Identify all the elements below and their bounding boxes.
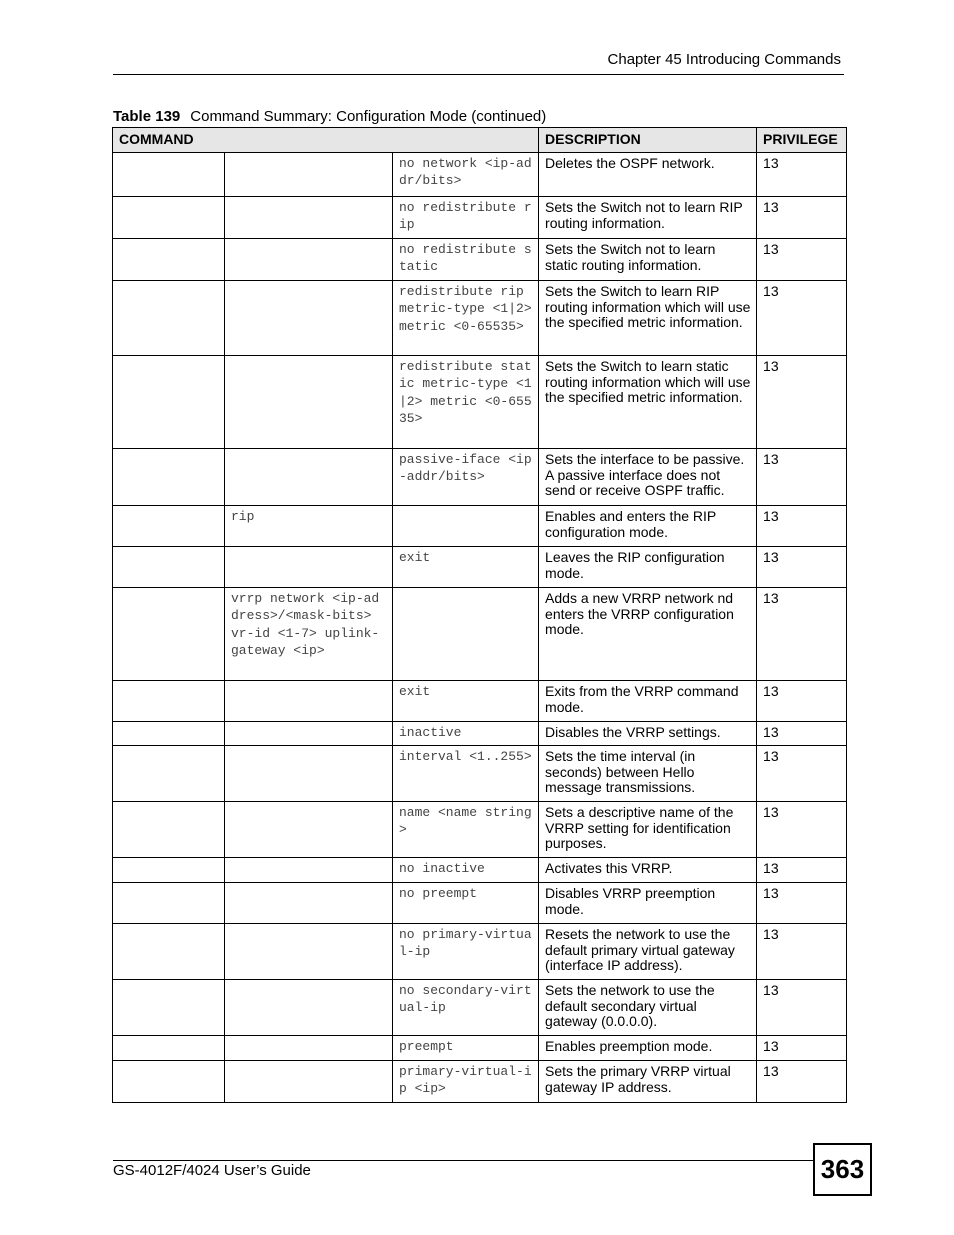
command-level2 xyxy=(225,547,393,588)
table-row xyxy=(113,980,847,1036)
command-level1 xyxy=(113,858,225,883)
command-level1 xyxy=(113,449,225,506)
table-row xyxy=(113,681,847,722)
command-level2 xyxy=(225,722,393,746)
command-level3: interval <1..255> xyxy=(393,746,539,802)
description-cell: Sets the interface to be passive. A passive interface does not send or receive OSPF traffic. xyxy=(539,449,757,506)
description-cell: Adds a new VRRP network nd enters the VRRP configuration mode. xyxy=(539,588,757,681)
command-level3 xyxy=(393,588,539,681)
description-cell: Sets a descriptive name of the VRRP setting for identification purposes. xyxy=(539,802,757,858)
table-row xyxy=(113,197,847,239)
table-row xyxy=(113,746,847,802)
command-level1 xyxy=(113,746,225,802)
command-level1 xyxy=(113,681,225,722)
privilege-cell: 13 xyxy=(757,588,847,681)
command-level1 xyxy=(113,506,225,547)
description-cell: Sets the Switch to learn RIP routing information which will use the specified metric information. xyxy=(539,281,757,356)
command-level1 xyxy=(113,802,225,858)
table-row xyxy=(113,239,847,281)
privilege-cell: 13 xyxy=(757,980,847,1036)
description-cell: Disables the VRRP settings. xyxy=(539,722,757,746)
command-level3: preempt xyxy=(393,1036,539,1061)
command-level2 xyxy=(225,980,393,1036)
privilege-cell: 13 xyxy=(757,356,847,449)
command-level2 xyxy=(225,924,393,980)
command-level2 xyxy=(225,858,393,883)
privilege-cell: 13 xyxy=(757,1036,847,1061)
command-level2 xyxy=(225,356,393,449)
command-level3: exit xyxy=(393,681,539,722)
table-header-row xyxy=(113,128,847,153)
command-level3: no network <ip-addr/bits> xyxy=(393,153,539,197)
command-level1 xyxy=(113,588,225,681)
command-level3: no redistribute rip xyxy=(393,197,539,239)
command-level3: exit xyxy=(393,547,539,588)
privilege-cell: 13 xyxy=(757,547,847,588)
description-cell: Disables VRRP preemption mode. xyxy=(539,883,757,924)
description-cell: Sets the Switch to learn static routing information which will use the specified metric information. xyxy=(539,356,757,449)
footer-rule xyxy=(113,1160,813,1161)
page-number: 363 xyxy=(813,1143,872,1196)
table-row xyxy=(113,1036,847,1061)
chapter-header: Chapter 45 Introducing Commands xyxy=(607,51,841,68)
description-cell: Leaves the RIP configuration mode. xyxy=(539,547,757,588)
header-command: COMMAND xyxy=(113,128,539,153)
description-cell: Sets the network to use the default secondary virtual gateway (0.0.0.0). xyxy=(539,980,757,1036)
header-description: DESCRIPTION xyxy=(539,128,757,153)
command-level1 xyxy=(113,356,225,449)
table-row xyxy=(113,858,847,883)
command-level1 xyxy=(113,547,225,588)
privilege-cell: 13 xyxy=(757,746,847,802)
command-level3 xyxy=(393,506,539,547)
command-level2 xyxy=(225,681,393,722)
privilege-cell: 13 xyxy=(757,858,847,883)
command-level2 xyxy=(225,746,393,802)
table-row xyxy=(113,924,847,980)
description-cell: Sets the time interval (in seconds) between Hello message transmissions. xyxy=(539,746,757,802)
table-row xyxy=(113,883,847,924)
description-cell: Resets the network to use the default primary virtual gateway (interface IP address). xyxy=(539,924,757,980)
command-level3: passive-iface <ip-addr/bits> xyxy=(393,449,539,506)
command-level1 xyxy=(113,722,225,746)
description-cell: Activates this VRRP. xyxy=(539,858,757,883)
privilege-cell: 13 xyxy=(757,506,847,547)
command-level1 xyxy=(113,1061,225,1103)
command-level2 xyxy=(225,239,393,281)
table-title: Command Summary: Configuration Mode (continued) xyxy=(190,108,547,125)
description-cell: Sets the Switch not to learn RIP routing information. xyxy=(539,197,757,239)
description-cell: Sets the primary VRRP virtual gateway IP address. xyxy=(539,1061,757,1103)
privilege-cell: 13 xyxy=(757,239,847,281)
table-row xyxy=(113,722,847,746)
command-level3: redistribute static metric-type <1|2> metric <0-65535> xyxy=(393,356,539,449)
table-row xyxy=(113,449,847,506)
privilege-cell: 13 xyxy=(757,883,847,924)
command-level2 xyxy=(225,153,393,197)
privilege-cell: 13 xyxy=(757,449,847,506)
privilege-cell: 13 xyxy=(757,197,847,239)
command-level3: no primary-virtual-ip xyxy=(393,924,539,980)
privilege-cell: 13 xyxy=(757,802,847,858)
command-level3: no secondary-virtual-ip xyxy=(393,980,539,1036)
header-rule xyxy=(113,74,844,75)
command-level2 xyxy=(225,281,393,356)
command-level3: no redistribute static xyxy=(393,239,539,281)
table-row xyxy=(113,547,847,588)
command-level2 xyxy=(225,1061,393,1103)
description-cell: Sets the Switch not to learn static routing information. xyxy=(539,239,757,281)
table-row xyxy=(113,506,847,547)
command-level2 xyxy=(225,802,393,858)
privilege-cell: 13 xyxy=(757,681,847,722)
command-level1 xyxy=(113,197,225,239)
table-row xyxy=(113,153,847,197)
table-label: Table 139 xyxy=(113,108,181,125)
command-level2 xyxy=(225,449,393,506)
description-cell: Deletes the OSPF network. xyxy=(539,153,757,197)
command-level1 xyxy=(113,924,225,980)
table-row xyxy=(113,1061,847,1103)
command-level2: vrrp network <ip-address>/<mask-bits> vr-id <1-7> uplink-gateway <ip> xyxy=(225,588,393,681)
command-level2 xyxy=(225,1036,393,1061)
command-level1 xyxy=(113,281,225,356)
privilege-cell: 13 xyxy=(757,1061,847,1103)
command-level2: rip xyxy=(225,506,393,547)
command-level3: redistribute rip metric-type <1|2> metric <0-65535> xyxy=(393,281,539,356)
privilege-cell: 13 xyxy=(757,281,847,356)
command-level1 xyxy=(113,883,225,924)
command-level3: primary-virtual-ip <ip> xyxy=(393,1061,539,1103)
command-summary-table xyxy=(112,127,847,1103)
command-level3: no inactive xyxy=(393,858,539,883)
command-level1 xyxy=(113,1036,225,1061)
table-row xyxy=(113,588,847,681)
description-cell: Enables preemption mode. xyxy=(539,1036,757,1061)
guide-title: GS-4012F/4024 User’s Guide xyxy=(113,1162,311,1179)
privilege-cell: 13 xyxy=(757,924,847,980)
command-level3: no preempt xyxy=(393,883,539,924)
command-level3: inactive xyxy=(393,722,539,746)
command-level1 xyxy=(113,239,225,281)
header-privilege: PRIVILEGE xyxy=(757,128,847,153)
command-level3: name <name string> xyxy=(393,802,539,858)
description-cell: Enables and enters the RIP configuration mode. xyxy=(539,506,757,547)
description-cell: Exits from the VRRP command mode. xyxy=(539,681,757,722)
table-row xyxy=(113,802,847,858)
privilege-cell: 13 xyxy=(757,722,847,746)
table-caption xyxy=(113,108,546,125)
command-level1 xyxy=(113,153,225,197)
table-row xyxy=(113,356,847,449)
command-level2 xyxy=(225,883,393,924)
table-row xyxy=(113,281,847,356)
privilege-cell: 13 xyxy=(757,153,847,197)
command-level1 xyxy=(113,980,225,1036)
command-level2 xyxy=(225,197,393,239)
